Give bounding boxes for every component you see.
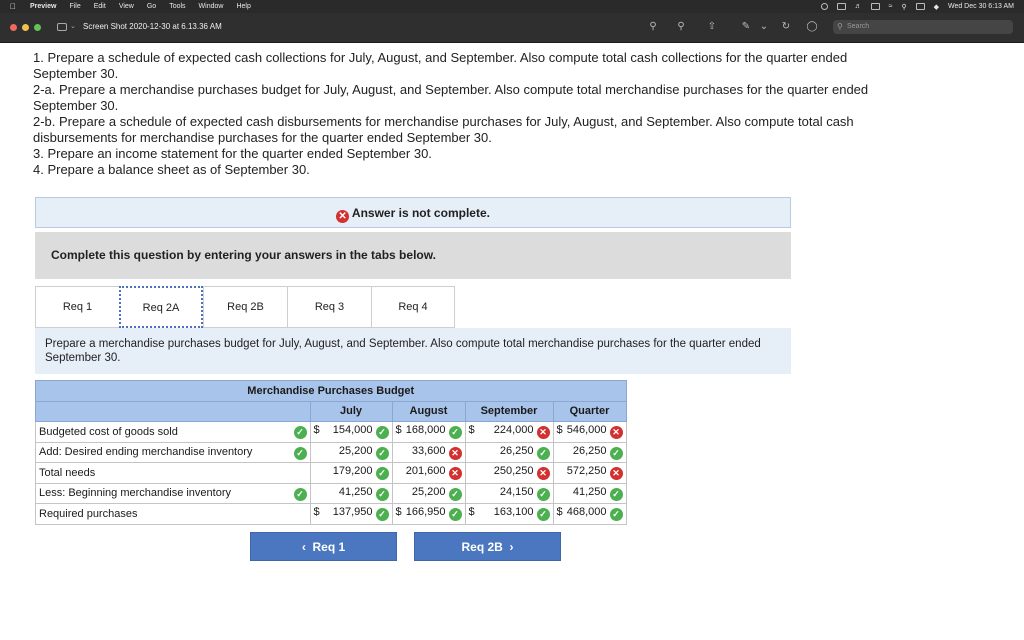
cell-september[interactable] xyxy=(465,463,553,484)
header-blank xyxy=(36,401,311,422)
row-label-mark xyxy=(288,422,311,443)
cell-value: 166,950 xyxy=(405,506,446,519)
search-placeholder: Search xyxy=(847,23,870,30)
cell-value: 26,250 xyxy=(499,444,534,457)
zoom-out-icon[interactable]: ⚲ xyxy=(649,21,657,32)
currency-symbol: $ xyxy=(395,506,402,519)
row-label[interactable]: Less: Beginning merchandise inventory xyxy=(36,483,288,504)
cell-value: 468,000 xyxy=(566,506,607,519)
menu-help[interactable]: Help xyxy=(236,3,251,10)
cell-value: 168,000 xyxy=(405,424,446,437)
row-label-mark xyxy=(288,504,311,525)
correct-icon: ✓ xyxy=(537,508,550,521)
apple-icon[interactable] xyxy=(10,2,20,11)
requirement-2a: 2-a. Prepare a merchandise purchases budget for July, August, and September. Also compute total merchandise purchases for the quarter ended September 30. xyxy=(33,82,869,113)
currency-symbol: $ xyxy=(313,424,320,437)
cell-september[interactable] xyxy=(465,483,553,504)
incorrect-icon: ✕ xyxy=(537,426,550,439)
menu-clock[interactable]: Wed Dec 30 6:13 AM xyxy=(947,3,1014,10)
incorrect-icon: ✕ xyxy=(537,467,550,480)
chevron-down-icon[interactable]: ⌄ xyxy=(759,21,769,32)
currency-symbol: $ xyxy=(556,424,563,437)
requirement-2b: 2-b. Prepare a schedule of expected cash disbursements for merchandise purchases for July, August, and September. Also compute total cash disbursements for merchandise purchases for the quarter ended September 30. xyxy=(33,114,854,145)
correct-icon: ✓ xyxy=(610,508,623,521)
cell-value: 41,250 xyxy=(338,485,373,498)
status-icon[interactable] xyxy=(821,3,828,10)
header-quarter: Quarter xyxy=(553,401,626,422)
menu-extras xyxy=(821,0,1014,13)
cell-july[interactable] xyxy=(310,422,392,443)
tab-req-1[interactable]: Req 1 xyxy=(35,286,119,328)
cell-value: 250,250 xyxy=(493,465,534,478)
cell-august[interactable] xyxy=(392,422,465,443)
correct-icon: ✓ xyxy=(376,467,389,480)
budget-title: Merchandise Purchases Budget xyxy=(36,381,627,402)
menu-bar xyxy=(0,0,1024,13)
table-row xyxy=(36,483,627,504)
cell-august[interactable] xyxy=(392,463,465,484)
menu-app-name[interactable]: Preview xyxy=(30,3,57,10)
requirement-1: 1. Prepare a schedule of expected cash collections for July, August, and September. Also compute total cash collections for the quarter ended September 30. xyxy=(33,50,848,81)
currency-symbol: $ xyxy=(313,506,320,519)
tab-req-2b[interactable]: Req 2B xyxy=(203,286,287,328)
tab-prompt: Prepare a merchandise purchases budget for July, August, and September. Also compute total merchandise purchases for the quarter ended September 30. xyxy=(35,328,791,374)
cell-july[interactable] xyxy=(310,463,392,484)
volume-icon[interactable]: ♬ xyxy=(854,3,862,10)
instruction-banner xyxy=(35,232,791,279)
correct-icon: ✓ xyxy=(537,447,550,460)
row-label[interactable]: Required purchases xyxy=(36,504,288,525)
cell-value: 154,000 xyxy=(332,424,373,437)
requirement-3: 3. Prepare an income statement for the quarter ended September 30. xyxy=(33,146,432,161)
correct-icon: ✓ xyxy=(376,488,389,501)
correct-icon: ✓ xyxy=(537,488,550,501)
display-icon[interactable] xyxy=(837,3,846,10)
previous-req-label: Req 1 xyxy=(312,540,346,554)
cell-september[interactable] xyxy=(465,442,553,463)
requirements-list xyxy=(33,50,893,178)
cell-september[interactable] xyxy=(465,504,553,525)
window-title: Screen Shot 2020-12-30 at 6.13.36 AM xyxy=(83,22,222,31)
document-view xyxy=(0,43,1024,640)
search-input[interactable] xyxy=(833,20,1013,34)
siri-icon[interactable]: ◆ xyxy=(933,3,939,11)
control-center-icon[interactable] xyxy=(916,3,925,10)
incorrect-icon: ✕ xyxy=(449,447,462,460)
cell-value: 25,200 xyxy=(338,444,373,457)
cell-value: 25,200 xyxy=(411,485,446,498)
tab-req-4[interactable]: Req 4 xyxy=(371,286,455,328)
cell-value: 224,000 xyxy=(493,424,534,437)
currency-symbol: $ xyxy=(468,424,475,437)
currency-symbol: $ xyxy=(468,506,475,519)
wifi-icon[interactable]: ≈ xyxy=(888,3,893,10)
cell-august[interactable] xyxy=(392,504,465,525)
cell-quarter[interactable] xyxy=(553,504,626,525)
cell-quarter[interactable] xyxy=(553,442,626,463)
incorrect-icon: ✕ xyxy=(610,426,623,439)
cell-value: 179,200 xyxy=(332,465,373,478)
spotlight-icon[interactable]: ⚲ xyxy=(901,3,907,11)
chevron-left-icon: ‹ xyxy=(301,540,306,554)
menu-window[interactable]: Window xyxy=(198,3,224,10)
answer-status-banner xyxy=(35,197,791,228)
tab-req-3[interactable]: Req 3 xyxy=(287,286,371,328)
requirement-4: 4. Prepare a balance sheet as of September 30. xyxy=(33,162,310,177)
minimize-window-button[interactable] xyxy=(22,24,29,31)
header-september: September xyxy=(465,401,553,422)
cell-july[interactable] xyxy=(310,483,392,504)
incorrect-icon: ✕ xyxy=(336,210,349,223)
markup-pen-icon[interactable]: ✎ xyxy=(741,21,751,32)
zoom-in-icon[interactable]: ⚲ xyxy=(677,21,685,32)
share-icon[interactable]: ⇧ xyxy=(707,21,717,32)
requirement-tabs xyxy=(35,286,455,328)
cell-value: 137,950 xyxy=(332,506,373,519)
cell-august[interactable] xyxy=(392,442,465,463)
row-label-mark xyxy=(288,442,311,463)
incorrect-icon: ✕ xyxy=(449,467,462,480)
correct-icon: ✓ xyxy=(449,508,462,521)
next-req-label: Req 2B xyxy=(461,540,503,554)
cell-value: 41,250 xyxy=(572,485,607,498)
cell-value: 24,150 xyxy=(499,485,534,498)
correct-icon: ✓ xyxy=(449,426,462,439)
table-row xyxy=(36,422,627,443)
menu-tools[interactable]: Tools xyxy=(169,3,186,10)
zoom-window-button[interactable] xyxy=(34,24,41,31)
incorrect-icon: ✕ xyxy=(610,467,623,480)
close-window-button[interactable] xyxy=(10,24,17,31)
annotate-icon[interactable]: ◯ xyxy=(806,21,818,32)
sidebar-toggle-icon[interactable] xyxy=(57,23,67,31)
cell-value: 546,000 xyxy=(566,424,607,437)
header-july: July xyxy=(310,401,392,422)
correct-icon: ✓ xyxy=(376,508,389,521)
cell-september[interactable] xyxy=(465,422,553,443)
cell-july[interactable] xyxy=(310,442,392,463)
row-label-mark xyxy=(288,483,311,504)
tab-req-2a[interactable]: Req 2A xyxy=(119,286,203,328)
instruction-text: Complete this question by entering your answers in the tabs below. xyxy=(51,248,436,262)
battery-icon[interactable] xyxy=(871,3,880,10)
cell-july[interactable] xyxy=(310,504,392,525)
merchandise-purchases-budget-table xyxy=(35,380,627,525)
cell-quarter[interactable] xyxy=(553,463,626,484)
menu-view[interactable]: View xyxy=(118,3,134,10)
row-label[interactable]: Total needs xyxy=(36,463,288,484)
table-row xyxy=(36,504,627,525)
row-label[interactable]: Budgeted cost of goods sold xyxy=(36,422,288,443)
currency-symbol: $ xyxy=(556,506,563,519)
cell-quarter[interactable] xyxy=(553,483,626,504)
cell-quarter[interactable] xyxy=(553,422,626,443)
header-august: August xyxy=(392,401,465,422)
correct-icon: ✓ xyxy=(294,447,307,460)
cell-value: 201,600 xyxy=(405,465,446,478)
table-row xyxy=(36,463,627,484)
next-req-button[interactable] xyxy=(414,532,561,561)
cell-august[interactable] xyxy=(392,483,465,504)
chevron-right-icon: › xyxy=(509,540,514,554)
window-toolbar xyxy=(0,13,1024,43)
previous-req-button[interactable] xyxy=(250,532,397,561)
row-label[interactable]: Add: Desired ending merchandise inventory xyxy=(36,442,288,463)
correct-icon: ✓ xyxy=(294,426,307,439)
row-label-mark xyxy=(288,463,311,484)
chevron-down-icon[interactable]: ⌄ xyxy=(70,23,76,30)
menu-go[interactable]: Go xyxy=(146,3,157,10)
correct-icon: ✓ xyxy=(294,488,307,501)
table-row xyxy=(36,442,627,463)
menu-edit[interactable]: Edit xyxy=(93,3,106,10)
currency-symbol: $ xyxy=(395,424,402,437)
cell-value: 26,250 xyxy=(572,444,607,457)
search-icon: ⚲ xyxy=(837,22,843,31)
cell-value: 572,250 xyxy=(566,465,607,478)
answer-status-text: Answer is not complete. xyxy=(351,206,490,220)
correct-icon: ✓ xyxy=(449,488,462,501)
cell-value: 33,600 xyxy=(411,444,446,457)
menu-file[interactable]: File xyxy=(69,3,81,10)
correct-icon: ✓ xyxy=(610,447,623,460)
correct-icon: ✓ xyxy=(610,488,623,501)
correct-icon: ✓ xyxy=(376,426,389,439)
rotate-icon[interactable]: ↻ xyxy=(781,21,791,32)
cell-value: 163,100 xyxy=(493,506,534,519)
correct-icon: ✓ xyxy=(376,447,389,460)
